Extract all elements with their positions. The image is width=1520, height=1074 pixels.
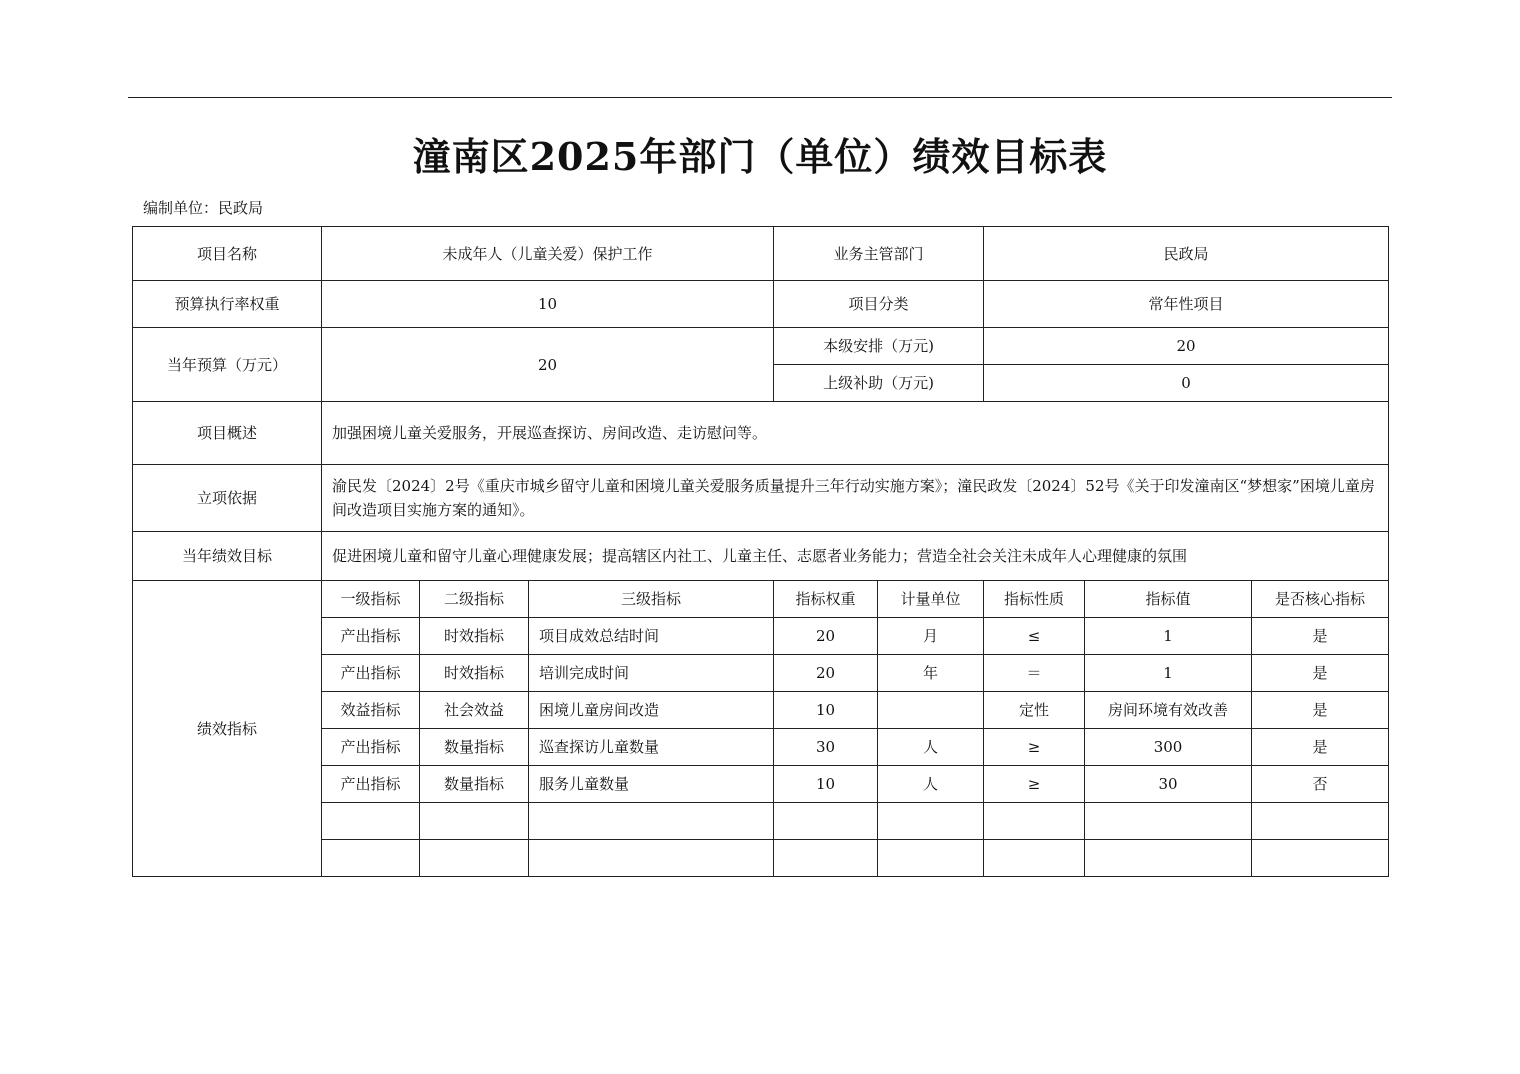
value-cell [1085,840,1252,877]
level3-cell: 服务儿童数量 [529,766,774,803]
nature-cell [984,840,1085,877]
weight-cell: 30 [774,729,878,766]
level1-cell [322,840,420,877]
row-budget [133,328,1389,365]
nature-cell: ≤ [984,618,1085,655]
indicator-row [133,692,1389,729]
overview-value: 加强困境儿童关爱服务，开展巡查探访、房间改造、走访慰问等。 [322,402,1389,465]
dept-value: 民政局 [984,227,1389,281]
unit-cell: 年 [878,655,984,692]
nature-cell [984,803,1085,840]
header-nature: 指标性质 [984,581,1085,618]
indicator-row [133,729,1389,766]
indicator-header-row [133,581,1389,618]
core-cell: 否 [1252,766,1389,803]
indicator-row [133,618,1389,655]
level3-cell: 项目成效总结时间 [529,618,774,655]
dept-label: 业务主管部门 [774,227,984,281]
weight-label: 预算执行率权重 [133,281,322,328]
value-cell: 1 [1085,655,1252,692]
row-overview [133,402,1389,465]
indicator-row-empty [133,803,1389,840]
category-label: 项目分类 [774,281,984,328]
value-cell: 房间环境有效改善 [1085,692,1252,729]
header-rule [128,97,1392,98]
header-core: 是否核心指标 [1252,581,1389,618]
unit-cell [878,840,984,877]
unit-cell: 月 [878,618,984,655]
level1-cell: 产出指标 [322,766,420,803]
nature-cell: 定性 [984,692,1085,729]
goal-value: 促进困境儿童和留守儿童心理健康发展；提高辖区内社工、儿童主任、志愿者业务能力；营造全社会关注未成年人心理健康的氛围 [322,532,1389,581]
overview-label: 项目概述 [133,402,322,465]
indicators-section-label: 绩效指标 [133,581,322,877]
core-cell [1252,840,1389,877]
category-value: 常年性项目 [984,281,1389,328]
level3-cell: 巡查探访儿童数量 [529,729,774,766]
core-cell: 是 [1252,692,1389,729]
nature-cell: ＝ [984,655,1085,692]
weight-cell: 20 [774,655,878,692]
level1-cell: 效益指标 [322,692,420,729]
performance-target-table [132,226,1389,877]
project-name-value: 未成年人（儿童关爱）保护工作 [322,227,774,281]
core-cell: 是 [1252,618,1389,655]
header-weight: 指标权重 [774,581,878,618]
row-project-name [133,227,1389,281]
level2-cell [420,840,529,877]
level1-cell [322,803,420,840]
budget-value: 20 [322,328,774,402]
unit-cell [878,803,984,840]
nature-cell: ≥ [984,729,1085,766]
header-level1: 一级指标 [322,581,420,618]
weight-cell: 20 [774,618,878,655]
budget-label: 当年预算（万元） [133,328,322,402]
header-level2: 二级指标 [420,581,529,618]
value-cell: 1 [1085,618,1252,655]
level2-cell: 时效指标 [420,618,529,655]
level3-cell: 困境儿童房间改造 [529,692,774,729]
weight-cell [774,840,878,877]
nature-cell: ≥ [984,766,1085,803]
local-budget-label: 本级安排（万元) [774,328,984,365]
level3-cell: 培训完成时间 [529,655,774,692]
header-value: 指标值 [1085,581,1252,618]
row-goal [133,532,1389,581]
level1-cell: 产出指标 [322,618,420,655]
indicator-row [133,655,1389,692]
project-name-label: 项目名称 [133,227,322,281]
level2-cell [420,803,529,840]
compiling-unit: 编制单位：民政局 [143,199,264,217]
local-budget-value: 20 [984,328,1389,365]
row-basis [133,465,1389,532]
unit-cell: 人 [878,766,984,803]
basis-value: 渝民发〔2024〕2号《重庆市城乡留守儿童和困境儿童关爱服务质量提升三年行动实施方案》；潼民政发〔2024〕52号《关于印发潼南区“梦想家”困境儿童房间改造项目实施方案的通知》。 [322,465,1389,532]
level1-cell: 产出指标 [322,729,420,766]
weight-cell [774,803,878,840]
core-cell: 是 [1252,729,1389,766]
level2-cell: 社会效益 [420,692,529,729]
core-cell: 是 [1252,655,1389,692]
basis-label: 立项依据 [133,465,322,532]
header-unit: 计量单位 [878,581,984,618]
level3-cell [529,803,774,840]
indicator-row-empty [133,840,1389,877]
page-title: 潼南区2025年部门（单位）绩效目标表 [412,134,1108,179]
value-cell [1085,803,1252,840]
unit-cell: 人 [878,729,984,766]
core-cell [1252,803,1389,840]
header-level3: 三级指标 [529,581,774,618]
level1-cell: 产出指标 [322,655,420,692]
subsidy-value: 0 [984,365,1389,402]
weight-cell: 10 [774,766,878,803]
value-cell: 30 [1085,766,1252,803]
weight-cell: 10 [774,692,878,729]
weight-value: 10 [322,281,774,328]
level2-cell: 数量指标 [420,729,529,766]
indicator-row [133,766,1389,803]
level2-cell: 时效指标 [420,655,529,692]
goal-label: 当年绩效目标 [133,532,322,581]
level2-cell: 数量指标 [420,766,529,803]
row-weight [133,281,1389,328]
subsidy-label: 上级补助（万元) [774,365,984,402]
unit-cell [878,692,984,729]
level3-cell [529,840,774,877]
value-cell: 300 [1085,729,1252,766]
